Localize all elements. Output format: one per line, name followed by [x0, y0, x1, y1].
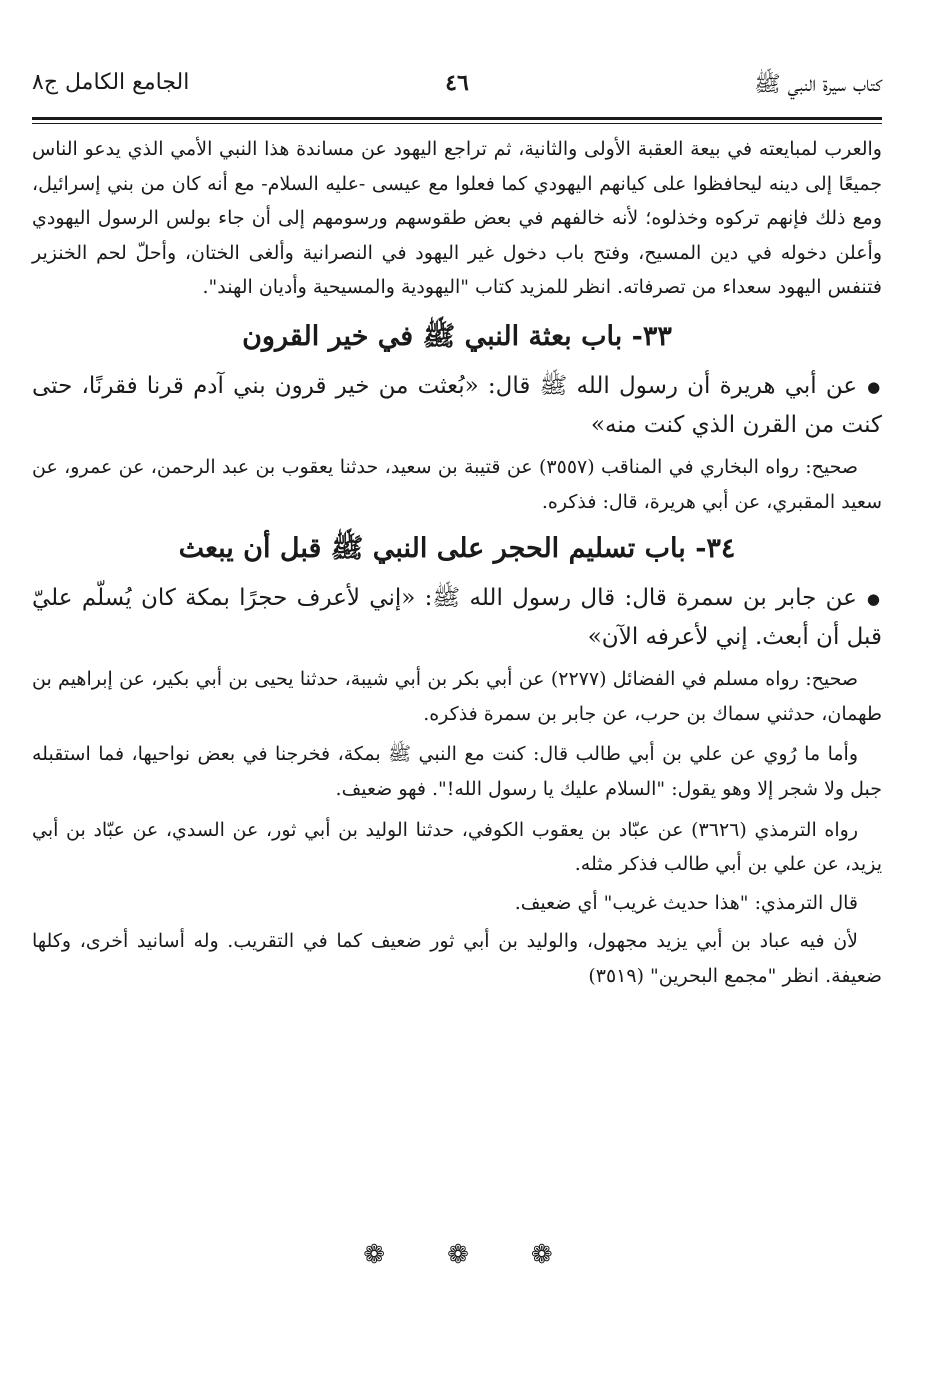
flower-ornament-icon: ❁	[530, 1240, 583, 1270]
header-rule-thick	[32, 117, 882, 120]
page-body	[32, 132, 882, 994]
source-33: صحيح: رواه البخاري في المناقب (٣٥٥٧) عن قتيبة بن سعيد، حدثنا يعقوب بن عبد الرحمن، عن عمرو، عن سعيد المقبري، عن أبي هريرة، قال: فذكره.	[32, 455, 882, 513]
section-end-ornaments	[0, 1240, 946, 1270]
source-34: صحيح: رواه مسلم في الفضائل (٢٢٧٧) عن أبي بكر بن أبي شيبة، حدثنا يحيى بن أبي بكير، عن إبراهيم بن طهمان، حدثني سماك بن حرب، عن جابر بن سمرة فذكره.	[32, 668, 882, 725]
running-book-title: كتاب سيرة النبي ﷺ	[754, 72, 882, 97]
bullet-icon	[857, 585, 882, 611]
bullet-icon	[857, 373, 882, 399]
hadith-33-text: عن أبي هريرة أن رسول الله ﷺ قال: «بُعثت من خير قرون بني آدم قرنا فقرنًا، حتى كنت من القرن الذي كنت منه»	[32, 372, 882, 438]
page-header	[32, 70, 882, 110]
hadith-33	[32, 367, 882, 444]
running-volume-title: الجامع الكامل ج٨	[32, 70, 190, 95]
flower-ornament-icon: ❁	[447, 1240, 499, 1270]
hadith-34-text: عن جابر بن سمرة قال: قال رسول الله ﷺ: «إني لأعرف حجرًا بمكة كان يُسلّم عليّ قبل أن أبعث. إني لأعرفه الآن»	[32, 585, 882, 651]
chapter-heading-33: ٣٣- باب بعثة النبي ﷺ في خير القرون	[242, 320, 672, 352]
weak-narration: وأما ما رُوي عن علي بن أبي طالب قال: كنت مع النبي ﷺ بمكة، فخرجنا في بعض نواحيها، فما استقبله جبل ولا شجر إلا وهو يقول: "السلام عليك يا رسول الله!". فهو ضعيف.	[32, 743, 882, 800]
intro-paragraph: والعرب لمبايعته في بيعة العقبة الأولى والثانية، ثم تراجع اليهود عن مساندة هذا النبي الأمي الذي يدعو الناس جميعًا إلى دينه ليحافظوا على كيانهم اليهودي كما فعلوا مع عيسى -عليه السلام- مع أنه كان من بني إسرائيل، ومع ذلك فإنهم تركوه وخذلوه؛ لأنه خالفهم في بعض طقوسهم ورسومهم إلى أن جاء بولس الرسول اليهودي وأعلن دخوله في دين المسيح، وفتح باب دخول غير اليهود في النصرانية وألغى الختان، وأحلّ لحم الخنزير فتنفس اليهود سعداء من تصرفاته. انظر للمزيد كتاب "اليهودية والمسيحية وأديان الهند".	[32, 138, 882, 299]
weakness-reason: لأن فيه عباد بن أبي يزيد مجهول، والوليد بن أبي ثور ضعيف كما في التقريب. وله أسانيد أخرى، وكلها ضعيفة. انظر "مجمع البحرين" (٣٥١٩)	[32, 930, 882, 987]
header-rule-thin	[32, 123, 882, 124]
page-number: ٤٦	[445, 70, 469, 96]
flower-ornament-icon: ❁	[363, 1240, 416, 1270]
tirmidhi-verdict: قال الترمذي: "هذا حديث غريب" أي ضعيف.	[514, 891, 858, 914]
hadith-34	[32, 579, 882, 656]
tirmidhi-chain: رواه الترمذي (٣٦٢٦) عن عبّاد بن يعقوب الكوفي، حدثنا الوليد بن أبي ثور، عن السدي، عن عبّاد بن أبي يزيد، عن علي بن أبي طالب فذكر مثله.	[32, 818, 882, 876]
chapter-heading-34: ٣٤- باب تسليم الحجر على النبي ﷺ قبل أن يبعث	[178, 533, 736, 565]
